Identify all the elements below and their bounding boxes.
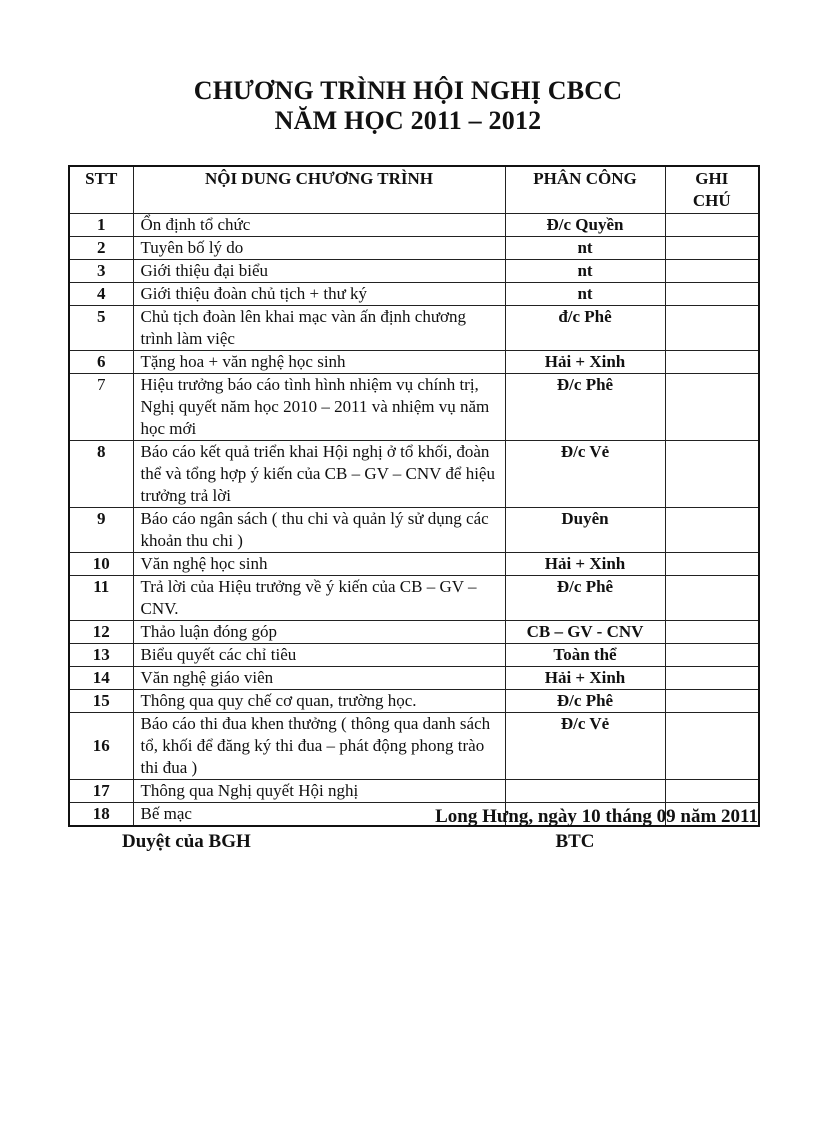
table-row bbox=[69, 260, 759, 283]
stt-cell: 5 bbox=[69, 306, 133, 351]
note-cell bbox=[665, 306, 759, 351]
table-row bbox=[69, 621, 759, 644]
header-ghi-chu-label: GHI CHÚ bbox=[692, 169, 731, 210]
content-cell: Giới thiệu đại biểu bbox=[133, 260, 505, 283]
note-cell bbox=[665, 644, 759, 667]
stt-cell: 4 bbox=[69, 283, 133, 306]
stt-cell: 14 bbox=[69, 667, 133, 690]
stt-cell: 9 bbox=[69, 508, 133, 553]
assign-cell: Hải + Xinh bbox=[505, 553, 665, 576]
table-row bbox=[69, 713, 759, 780]
content-cell: Báo cáo ngân sách ( thu chi và quản lý sử dụng các khoản thu chi ) bbox=[133, 508, 505, 553]
table-row bbox=[69, 690, 759, 713]
content-cell: Báo cáo kết quả triển khai Hội nghị ở tổ khối, đoàn thể và tổng hợp ý kiến của CB – GV – CNV để hiệu trưởng trả lời bbox=[133, 441, 505, 508]
stt-cell: 3 bbox=[69, 260, 133, 283]
signature-left-bgh: Duyệt của BGH bbox=[122, 831, 251, 852]
table-row bbox=[69, 508, 759, 553]
content-cell: Văn nghệ giáo viên bbox=[133, 667, 505, 690]
note-cell bbox=[665, 621, 759, 644]
header-stt: STT bbox=[69, 166, 133, 214]
stt-cell: 1 bbox=[69, 214, 133, 237]
note-cell bbox=[665, 667, 759, 690]
table-row bbox=[69, 553, 759, 576]
stt-cell: 16 bbox=[69, 713, 133, 780]
table-row bbox=[69, 283, 759, 306]
assign-cell: Đ/c Phê bbox=[505, 576, 665, 621]
note-cell bbox=[665, 351, 759, 374]
assign-cell: nt bbox=[505, 283, 665, 306]
note-cell bbox=[665, 374, 759, 441]
table-row bbox=[69, 351, 759, 374]
stt-cell: 18 bbox=[69, 803, 133, 827]
content-cell: Hiệu trưởng báo cáo tình hình nhiệm vụ chính trị, Nghị quyết năm học 2010 – 2011 và nhiệm vụ năm học mới bbox=[133, 374, 505, 441]
stt-cell: 11 bbox=[69, 576, 133, 621]
content-cell: Tặng hoa + văn nghệ học sinh bbox=[133, 351, 505, 374]
table-row bbox=[69, 644, 759, 667]
content-cell: Trả lời của Hiệu trưởng về ý kiến của CB – GV – CNV. bbox=[133, 576, 505, 621]
table-body bbox=[69, 214, 759, 827]
content-cell: Bế mạc bbox=[133, 803, 505, 827]
program-table bbox=[68, 165, 760, 827]
content-cell: Thảo luận đóng góp bbox=[133, 621, 505, 644]
content-cell: Tuyên bố lý do bbox=[133, 237, 505, 260]
stt-cell: 17 bbox=[69, 780, 133, 803]
note-cell bbox=[665, 237, 759, 260]
stt-cell: 13 bbox=[69, 644, 133, 667]
header-noi-dung: NỘI DUNG CHƯƠNG TRÌNH bbox=[133, 166, 505, 214]
note-cell bbox=[665, 441, 759, 508]
content-cell: Chủ tịch đoàn lên khai mạc vàn ấn định chương trình làm việc bbox=[133, 306, 505, 351]
table-row bbox=[69, 441, 759, 508]
table-row bbox=[69, 576, 759, 621]
note-cell bbox=[665, 780, 759, 803]
stt-cell: 8 bbox=[69, 441, 133, 508]
note-cell bbox=[665, 713, 759, 780]
header-phan-cong: PHÂN CÔNG bbox=[505, 166, 665, 214]
stt-cell: 2 bbox=[69, 237, 133, 260]
footer-date-line: Long Hưng, ngày 10 tháng 09 năm 2011 bbox=[435, 806, 758, 827]
assign-cell: Đ/c Vẻ bbox=[505, 713, 665, 780]
title-line-2: NĂM HỌC 2011 – 2012 bbox=[274, 106, 542, 135]
signature-right-btc: BTC bbox=[555, 831, 595, 852]
title-line-1: CHƯƠNG TRÌNH HỘI NGHỊ CBCC bbox=[193, 76, 623, 105]
assign-cell: Duyên bbox=[505, 508, 665, 553]
assign-cell: CB – GV - CNV bbox=[505, 621, 665, 644]
program-table-container bbox=[68, 165, 758, 827]
stt-cell: 10 bbox=[69, 553, 133, 576]
assign-cell: Đ/c Quyền bbox=[505, 214, 665, 237]
assign-cell: nt bbox=[505, 237, 665, 260]
content-cell: Ổn định tổ chức bbox=[133, 214, 505, 237]
header-ghi-chu bbox=[665, 166, 759, 214]
assign-cell: đ/c Phê bbox=[505, 306, 665, 351]
content-cell: Biểu quyết các chỉ tiêu bbox=[133, 644, 505, 667]
content-cell: Giới thiệu đoàn chủ tịch + thư ký bbox=[133, 283, 505, 306]
table-row bbox=[69, 237, 759, 260]
note-cell bbox=[665, 283, 759, 306]
note-cell bbox=[665, 576, 759, 621]
assign-cell: Toàn thể bbox=[505, 644, 665, 667]
content-cell: Văn nghệ học sinh bbox=[133, 553, 505, 576]
assign-cell: Hải + Xinh bbox=[505, 351, 665, 374]
assign-cell: Đ/c Vẻ bbox=[505, 441, 665, 508]
assign-cell: Hải + Xinh bbox=[505, 667, 665, 690]
table-row bbox=[69, 780, 759, 803]
stt-cell: 7 bbox=[69, 374, 133, 441]
note-cell bbox=[665, 553, 759, 576]
note-cell bbox=[665, 260, 759, 283]
header-row bbox=[69, 166, 759, 214]
note-cell bbox=[665, 690, 759, 713]
table-row bbox=[69, 667, 759, 690]
table-row bbox=[69, 306, 759, 351]
stt-cell: 12 bbox=[69, 621, 133, 644]
note-cell bbox=[665, 508, 759, 553]
content-cell: Thông qua quy chế cơ quan, trường học. bbox=[133, 690, 505, 713]
note-cell bbox=[665, 214, 759, 237]
table-row bbox=[69, 214, 759, 237]
assign-cell bbox=[505, 780, 665, 803]
footer-signatures bbox=[0, 830, 816, 858]
assign-cell: Đ/c Phê bbox=[505, 690, 665, 713]
document-title bbox=[0, 76, 816, 136]
content-cell: Thông qua Nghị quyết Hội nghị bbox=[133, 780, 505, 803]
assign-cell: Đ/c Phê bbox=[505, 374, 665, 441]
table-row bbox=[69, 374, 759, 441]
content-cell: Báo cáo thi đua khen thưởng ( thông qua danh sách tổ, khối để đăng ký thi đua – phát động phong trào thi đua ) bbox=[133, 713, 505, 780]
stt-cell: 6 bbox=[69, 351, 133, 374]
stt-cell: 15 bbox=[69, 690, 133, 713]
table-header bbox=[69, 166, 759, 214]
assign-cell: nt bbox=[505, 260, 665, 283]
